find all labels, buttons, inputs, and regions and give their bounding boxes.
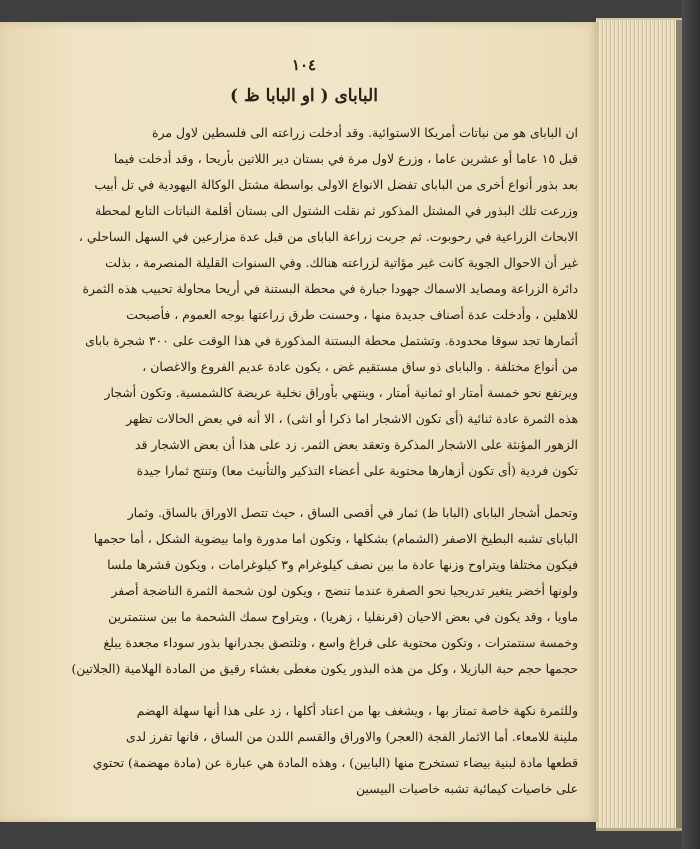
- text-line: غير أن الاحوال الجوية كانت غير مؤاتية لزراعته هنالك. وفي السنوات القليلة المنصرمة ، بذلت: [105, 255, 578, 270]
- text-line: ولونها أخضر يتغير تدريجيا نحو الصفرة عندما تنضج ، ويكون لون شحمة الثمرة الناضجة أصفر: [111, 583, 578, 598]
- chapter-title: البابای ( او البابا ظ ): [230, 86, 378, 106]
- page-edge-stack: [596, 18, 682, 831]
- text-line: الزهور المؤنثة على الاشجار المذكرة وتعقد بعض الثمر. زد على هذا أن بعض الاشجار قد: [134, 437, 578, 452]
- text-line: وزرعت تلك البذور في المشتل المذكور ثم نقلت الشتول الى بستان أقلمة النباتات التابع لمحطة: [95, 203, 578, 218]
- text-line: تكون فردية (أى تكون أزهارها محتوية على أعضاء التذكير والتأنيث معا) وتنتج ثمارا جيدة: [136, 463, 578, 478]
- text-line: ان البابای هو من نباتات أمريكا الاستوائية. وقد أدخلت زراعته الى فلسطين لاول مرة: [152, 125, 578, 140]
- text-line: ملينة للامعاء. أما الاثمار الفجة (العجر) والاوراق والقسم اللدن من الساق ، فانها تفرز لدى: [126, 729, 578, 744]
- text-line: من أنواع مختلفة . والبابای ذو ساق مستقيم غض ، يكون عادة عديم الفروع والاغصان ،: [142, 359, 578, 374]
- book-cover-edge: [682, 0, 700, 849]
- text-line: للاهلين ، وأدخلت عدة أصناف جديدة منها ، وحسنت طرق زراعتها بوجه العموم ، فأصبحت: [126, 307, 578, 322]
- text-line: ماويا ، وقد يكون في بعض الاحيان (قرنفليا ، زهريا) ، ويتراوح سمك الشحمة ما بين سنتمترين: [108, 609, 578, 624]
- text-line: ويرتفع نحو خمسة أمتار او ثمانية أمتار ، وينتهي بأوراق نخلية عريضة كالشمسية. وتكون أشجار: [104, 385, 578, 400]
- paragraph-3: [30, 698, 578, 802]
- text-line: قطعها مادة لبنية بيضاء تستخرج منها (البابين) ، وهذه المادة هي عبارة عن (مادة مهضمة) تحتوي: [92, 755, 578, 770]
- text-line: فيكون مختلفا ويتراوح وزنها عادة ما بين نصف كيلوغرام و٣ كيلوغرامات ، ويكون قشرها ملسا: [107, 557, 578, 572]
- page-paper: [0, 22, 598, 822]
- text-line: هذه الثمرة عادة ثنائية (أى تكون الاشجار اما ذكرا أو انثى) ، الا أنه في بعض الحالات تظهر: [126, 411, 578, 426]
- text-line: حجمها حجم حبة البازيلا ، وكل من هذه البذور يكون مغطى بغشاء رقيق من المادة الهلامية (الجلاتين): [71, 661, 578, 676]
- text-line: على خاصيات كيمائية تشبه خاصيات البيسين: [356, 781, 578, 796]
- text-line: البابای تشبه البطيخ الاصفر (الشمام) بشكلها ، وتكون اما مدورة واما بيضوية الشكل ، أما حجمها: [93, 531, 578, 546]
- text-line: وتحمل أشجار البابای (البابا ظ) ثمار في أقصى الساق ، حيث تتصل الاوراق بالساق. وثمار: [127, 505, 578, 520]
- text-line: وللثمرة نكهة خاصة تمتاز بها ، ويشغف بها من اعتاد أكلها ، زد على هذا أنها سهلة الهضم: [136, 703, 578, 718]
- body-paragraphs: [30, 120, 578, 802]
- text-line: أثمارها تجد سوقا محدودة. وتشتمل محطة البستنة المذكورة في هذا الوقت على ٣٠٠ شجرة بابای: [85, 333, 578, 348]
- text-line: دائرة الزراعة ومصايد الاسماك جهودا جبارة في محطة البستنة في أريحا محاولة تحبيب هذه الثمرة: [82, 281, 578, 296]
- text-line: قبل ١٥ عاما أو عشرين عاما ، وزرع لاول مرة في بستان دير اللاتين بأريحا ، وقد أدخلت فيما: [113, 151, 578, 166]
- page-text-block: [30, 56, 578, 818]
- page-number: ١٠٤: [291, 56, 317, 74]
- text-line: الابحاث الزراعية في رحوبوت. ثم جربت زراعة البابای من قبل عدة مزارعين في السهل الساحلي ،: [78, 229, 578, 244]
- paragraph-1: [30, 120, 578, 484]
- paragraph-2: [30, 500, 578, 682]
- text-line: بعد بذور أنواع أخرى من البابای تفضل الانواع الاولى بواسطة مشتل الوكالة اليهودية في تل أبيب: [94, 177, 578, 192]
- text-line: وخمسة سنتمترات ، وتكون محتوية على فراغ واسع ، وتلتصق بجدرانها بذور سوداء مجعدة يبلغ: [103, 635, 578, 650]
